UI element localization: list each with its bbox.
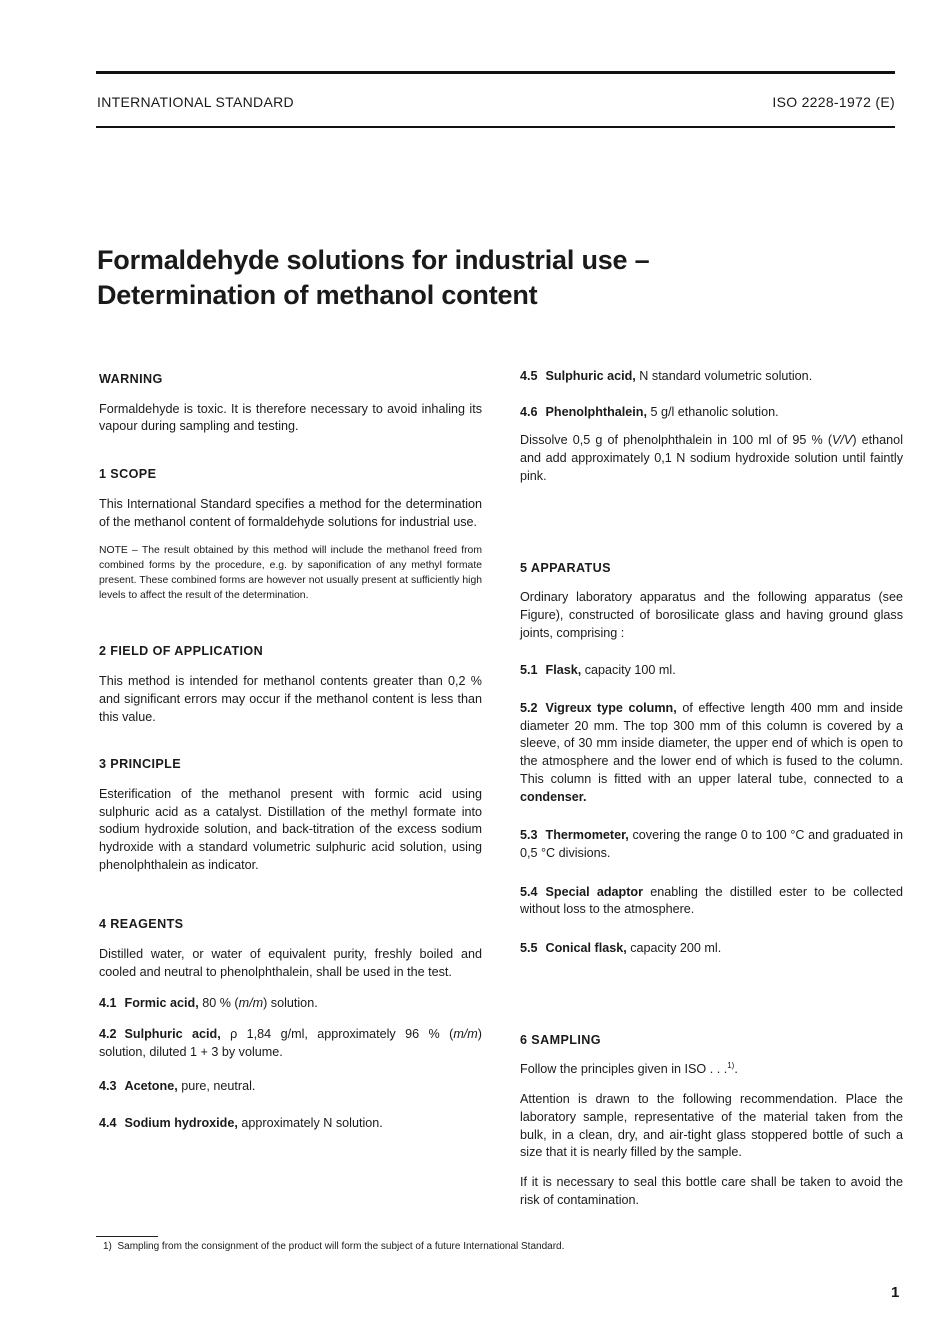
reagent-4-5: 4.5 Sulphuric acid, N standard volumetric solution. (520, 369, 813, 383)
footnote-text: Sampling from the consignment of the product will form the subject of a future International Standard. (117, 1241, 565, 1252)
apparatus-name: Special adaptor (545, 884, 644, 899)
title-line-2: Determination of methanol content (97, 280, 538, 310)
apparatus-name: Conical flask, (545, 941, 627, 956)
reagent-4-6: 4.6 Phenolphthalein, 5 g/l ethanolic solution. (520, 404, 779, 419)
reagent-number: 4.5 (520, 369, 538, 383)
field-heading: 2 FIELD OF APPLICATION (99, 644, 264, 659)
sampling-p1: Follow the principles given in ISO . . .$^{1)}$. (520, 1061, 738, 1077)
principle-heading: 3 PRINCIPLE (99, 757, 182, 772)
apparatus-5-5: 5.5 Conical flask, capacity 200 ml. (520, 941, 722, 956)
reagent-name: Sulphuric acid, (124, 1027, 221, 1042)
apparatus-5-1: 5.1 Flask, capacity 100 ml. (520, 663, 676, 678)
right-column (520, 368, 903, 1209)
apparatus-number: 5.1 (520, 663, 538, 678)
apparatus-intro: Ordinary laboratory apparatus and the following apparatus (see Figure), constructed of borosilicate glass and having ground glass joints, comprising : (520, 590, 903, 640)
footnote (103, 1241, 564, 1252)
reagent-number: 4.2 (99, 1027, 117, 1042)
footnote-mark: 1) (103, 1241, 112, 1252)
apparatus-name: Vigreux type column, (545, 701, 677, 716)
reagent-number: 4.1 (99, 995, 117, 1010)
header-rule-bottom (96, 126, 895, 128)
document-title (97, 243, 650, 313)
reagent-4-2: 4.2 Sulphuric acid, ρ 1,84 g/ml, approximately 96 % (m/m) solution, diluted 1 + 3 by volume. (99, 1027, 482, 1059)
standard-number: ISO 2228-1972 (E) (772, 94, 895, 110)
apparatus-name: Flask, (545, 663, 582, 678)
reagent-4-3: 4.3 Acetone, pure, neutral. (99, 1078, 256, 1093)
phenolphthalein-preparation: Dissolve 0,5 g of phenolphthalein in 100 ml of 95 % (V/V) ethanol and add approximately 0,1 N sodium hydroxide solution until faintly pink. (520, 433, 903, 483)
reagent-number: 4.6 (520, 404, 538, 419)
scope-heading: 1 SCOPE (99, 467, 157, 482)
reagents-intro: Distilled water, or water of equivalent purity, freshly boiled and cooled and neutral to phenolphthalein, shall be used in the test. (99, 947, 482, 979)
scope-note: NOTE – The result obtained by this method will include the methanol freed from combined forms by the procedure, e.g. by saponification of any methyl formate present. These combined forms are however not usually present at sufficiently high levels to affect the result of the determination. (99, 545, 482, 601)
reagent-4-4: 4.4 Sodium hydroxide, approximately N solution. (99, 1116, 383, 1131)
reagent-number: 4.4 (99, 1116, 117, 1131)
apparatus-5-2: 5.2 Vigreux type column, of effective length 400 mm and inside diameter 20 mm. The top 300 mm of this column is covered by a sleeve, of 30 mm inside diameter, the upper end of which is open to the atmosphere and the lower end of which is fused to the column. This column is fitted with an upper lateral tube, connected to a condenser. (520, 701, 903, 804)
apparatus-heading: 5 APPARATUS (520, 560, 611, 575)
reagent-number: 4.3 (99, 1078, 117, 1093)
header-rule-top (96, 71, 895, 74)
warning-heading: WARNING (99, 372, 163, 386)
title-line-1: Formaldehyde solutions for industrial use – (97, 245, 650, 275)
footnote-rule (96, 1236, 158, 1237)
apparatus-number: 5.2 (520, 701, 538, 716)
reagent-name: Phenolphthalein, (545, 404, 647, 419)
apparatus-number: 5.3 (520, 828, 538, 843)
scope-text: This International Standard specifies a method for the determination of the methanol content of formaldehyde solutions for industrial use. (99, 496, 482, 529)
page-number: 1 (891, 1284, 900, 1301)
left-column (99, 368, 482, 1133)
sampling-heading: 6 SAMPLING (520, 1032, 601, 1047)
sampling-p3: If it is necessary to seal this bottle care shall be taken to avoid the risk of contamination. (520, 1174, 903, 1207)
reagents-heading: 4 REAGENTS (99, 917, 184, 932)
field-text: This method is intended for methanol contents greater than 0,2 % and significant errors may occur if the methanol content is less than this value. (99, 674, 482, 724)
reagent-name: Formic acid, (124, 995, 199, 1010)
reagent-name: Sulphuric acid, (545, 369, 636, 383)
apparatus-number: 5.4 (520, 884, 538, 899)
apparatus-number: 5.5 (520, 941, 538, 956)
reagent-4-1: 4.1 Formic acid, 80 % (m/m) solution. (99, 995, 318, 1010)
reagent-name: Sodium hydroxide, (124, 1116, 238, 1131)
footnote-ref: 1) (727, 1061, 735, 1071)
apparatus-name: Thermometer, (545, 828, 629, 843)
warning-text: Formaldehyde is toxic. It is therefore necessary to avoid inhaling its vapour during sampling and testing. (99, 401, 482, 434)
apparatus-5-4: 5.4 Special adaptor enabling the distilled ester to be collected without loss to the atmosphere. (520, 884, 903, 917)
reagent-name: Acetone, (124, 1078, 178, 1093)
document-type: INTERNATIONAL STANDARD (97, 94, 294, 110)
sampling-p2: Attention is drawn to the following recommendation. Place the laboratory sample, representative of the material taken from the bulk, in a clean, dry, and air-tight glass stoppered bottle of such a size that it is nearly filled by the sample. (520, 1092, 903, 1160)
principle-text: Esterification of the methanol present with formic acid using sulphuric acid as a catalyst. Distillation of the methyl formate into sodium hydroxide solution, and back-titration of the excess sodium hydroxide with a standard volumetric sulphuric acid solution, using phenolphthalein as indicator. (99, 786, 482, 872)
apparatus-5-3: 5.3 Thermometer, covering the range 0 to 100 °C and graduated in 0,5 °C divisions. (520, 828, 903, 860)
